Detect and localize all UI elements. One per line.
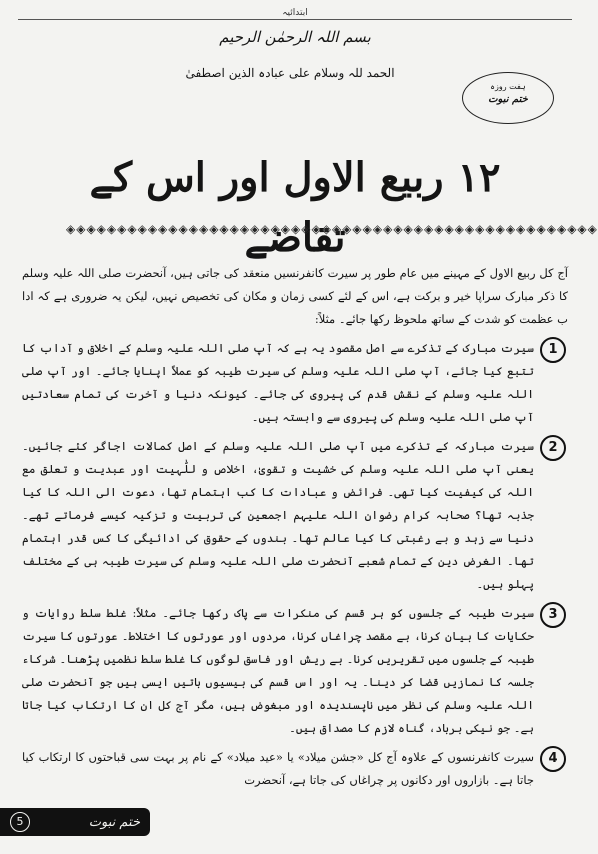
footer-magazine-name: ختم نبوت — [88, 814, 140, 830]
article-body — [22, 262, 568, 798]
list-item-text: سیرت طیبہ کے جلسوں کو ہر قسم کی منکرات سے پاک رکھا جائے۔ مثلاً: غلط سلط روایات و حکایات کا بیان کرنا، بے مقصد چراغاں کرنا، مردوں اور عورتوں کا اختلاط۔ عورتوں کا سیرت طیبہ کے جلسوں میں تقریریں کرنا۔ بے ریش اور فاسق لوگوں کا غلط سلط نظمیں پڑھنا۔ شرکاء جلسہ کا نمازیں قضا کر دینا۔ یہ اور اس قسم کی بیسیوں باتیں ایسی ہیں جو آنحضرت صلی اللہ علیہ وسلم کی نظر میں ناپسندیدہ اور مبغوض ہیں، مگر آج کل ان کا ارتکاب کیا جاتا ہے۔ جو نیکی برباد، گناہ لازم کا مصداق ہیں۔ — [22, 606, 534, 735]
list-item — [22, 337, 568, 429]
footer-badge — [0, 808, 150, 836]
article-title: ۱۲ ربیع الاول اور اس کے تقاضے — [89, 154, 501, 261]
hamd-line: الحمد للہ وسلام علی عبادہ الذین اصطفیٰ — [185, 66, 395, 80]
header-rule — [18, 19, 572, 20]
item-number-badge: 2 — [540, 435, 566, 461]
magazine-seal — [462, 72, 554, 124]
list-item-text: سیرت کانفرنسوں کے علاوہ آج کل «جشن میلاد» یا «عید میلاد» کے نام پر بہت سی قباحتوں کا ارتکاب کیا جاتا ہے۔ بازاروں اور دکانوں پر چراغاں کی جاتا ہے، آنحضرت — [22, 750, 534, 787]
section-header-text: ابتدائیہ — [276, 8, 313, 18]
intro-paragraph: آج کل ربیع الاول کے مہینے میں عام طور پر سیرت کانفرنسیں منعقد کی جاتی ہیں، آنحضرت صلی اللہ علیہ وسلم کا ذکر مبارک سراپا خیر و برکت ہے، اس کے لئے کسی زمان و مکان کی تخصیص نہیں، لیکن یہ ضروری ہے کہ ادا ب عظمت کو شدت کے ساتھ ملحوظ رکھا جائے۔ مثلاً: — [22, 266, 568, 326]
basmala: بسم اللہ الرحمٰن الرحیم — [219, 28, 371, 46]
section-header — [0, 8, 590, 18]
list-item — [22, 746, 568, 792]
item-number-badge: 3 — [540, 602, 566, 628]
item-number-badge: 1 — [540, 337, 566, 363]
list-item — [22, 602, 568, 740]
list-item-text: سیرت مبارکہ کے تذکرے میں آپ صلی اللہ علیہ وسلم کے اصل کمالات اجاگر کئے جائیں۔ یعنی آپ صلی اللہ علیہ وسلم کی خشیت و تقویٰ، اخلاص و للّٰہیت اور عبدیت و تعلق مع اللہ کی کیفیت کیا تھی۔ فرائض و عبادات کا کب اہتمام تھا، دعوت الی اللہ کا کیا جذبہ تھا؟ صحابہ کرام رضوان اللہ علیہم اجمعین کی تربیت و تزکیہ کیسے فرماتے تھے۔ دنیا سے زہد و بے رغبتی کا کیا عالم تھا۔ بندوں کے حقوق کی ادائیگی کا کس قدر اہتمام تھا۔ الغرض دین کے تمام شعبے آنحضرت صلی اللہ علیہ وسلم کی سیرت طیبہ ہی کے مختلف پہلو ہیں۔ — [22, 439, 534, 591]
list-item-text: سیرت مبارک کے تذکرے سے اصل مقصود یہ ہے کہ آپ صلی اللہ علیہ وسلم کے اخلاق و آداب کا تتبع کیا جائے، آپ صلی اللہ علیہ وسلم کی سیرت طیبہ کو عملاً اپنایا جائے۔ اور آپ صلی اللہ علیہ وسلم کے نقش قدم کی پیروی کی جائے۔ کیونکہ دنیا و آخرت کی تمام سعادتیں آپ صلی اللہ علیہ وسلم کی پیروی سے وابستہ ہیں۔ — [22, 341, 534, 424]
item-number-badge: 4 — [540, 746, 566, 772]
page-number: 5 — [10, 812, 30, 832]
list-item — [22, 435, 568, 596]
ornamental-divider: ◈◈◈◈◈◈◈◈◈◈◈◈◈◈◈◈◈◈◈◈◈◈◈◈◈◈◈◈◈◈◈◈◈◈◈◈◈◈◈◈◈◈◈◈◈◈◈◈◈◈◈◈ — [66, 222, 598, 236]
seal-bottom-text: ختم نبوت — [488, 94, 528, 105]
seal-top-text: ہفت روزہ — [490, 82, 526, 91]
